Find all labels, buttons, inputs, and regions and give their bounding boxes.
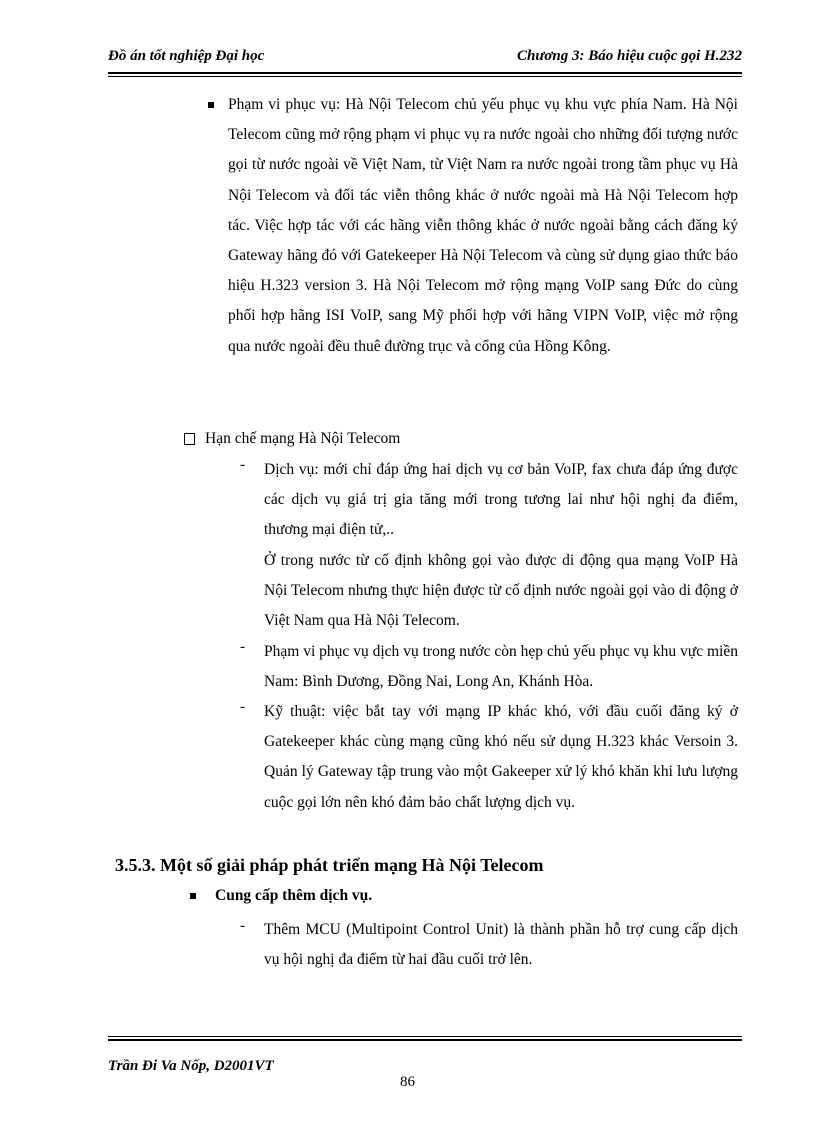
header-rule-thin xyxy=(108,76,742,77)
mcu-item: Thêm MCU (Multipoint Control Unit) là thành phần hỗ trợ cung cấp dịch vụ hội nghị đa điểm từ hai đầu cuối trở lên. xyxy=(264,921,738,969)
box-bullet-icon xyxy=(184,433,195,445)
header-right: Chương 3: Báo hiệu cuộc gọi H.232 xyxy=(517,48,742,64)
limit-tech: Kỹ thuật: việc bắt tay với mạng IP khác khó, với đầu cuối đăng ký ở Gatekeeper khác cùng mạng cũng khó nếu sử dụng H.323 khác Versoin 3. Quản lý Gateway tập trung vào một Gakeeper xử lý khó khăn khi lưu lượng cuộc gọi lớn nên khó đảm bảo chất lượng dịch vụ. xyxy=(264,703,738,811)
dash-bullet-icon: - xyxy=(240,456,246,473)
section-heading: 3.5.3. Một số giải pháp phát triển mạng Hà Nội Telecom xyxy=(115,855,544,875)
footer-rule-thick xyxy=(108,1039,742,1041)
footer-author: Trần Đi Va Nốp, D2001VT xyxy=(108,1058,274,1074)
scope-paragraph: Phạm vi phục vụ: Hà Nội Telecom chủ yếu phục vụ khu vực phía Nam. Hà Nội Telecom cũng mở rộng phạm vi phục vụ ra nước ngoài cho những đối tượng nước gọi từ nước ngoài về Việt Nam, từ Việt Nam ra nước ngoài trong tầm phục vụ Hà Nội Telecom và đối tác viễn thông khác ở nước ngoài mà Hà Nội Telecom hợp tác. Việc hợp tác với các hãng viễn thông khác ở nước ngoài bằng cách đăng ký Gateway hãng đó với Gatekeeper Hà Nội Telecom và cùng sử dụng giao thức báo hiệu H.323 version 3. Hà Nội Telecom mở rộng mạng VoIP sang Đức do cùng phối hợp hãng ISI VoIP, sang Mỹ phối hợp với hãng VIPN VoIP, việc mở rộng qua nước ngoài đều thuê đường trục và cổng của Hồng Kông. xyxy=(228,96,738,355)
dash-bullet-icon: - xyxy=(240,917,246,934)
square-bullet-icon xyxy=(208,102,214,108)
footer-rule-thin xyxy=(108,1036,742,1037)
header-rule-thick xyxy=(108,72,742,74)
limits-title: Hạn chế mạng Hà Nội Telecom xyxy=(205,430,401,447)
header-left: Đồ án tốt nghiệp Đại học xyxy=(108,48,265,64)
dash-bullet-icon: - xyxy=(240,638,246,655)
page-number: 86 xyxy=(400,1074,415,1090)
sub-heading: Cung cấp thêm dịch vụ. xyxy=(215,887,373,904)
limit-service: Dịch vụ: mới chỉ đáp ứng hai dịch vụ cơ bản VoIP, fax chưa đáp ứng được các dịch vụ giá trị gia tăng mới trong tương lai như hội nghị đa điểm, thương mại điện tử,.. xyxy=(264,461,738,539)
limit-domestic: Ở trong nước từ cố định không gọi vào được di động qua mạng VoIP Hà Nội Telecom nhưng thực hiện được từ cố định nước ngoài gọi vào di động ở Việt Nam qua Hà Nội Telecom. xyxy=(264,552,738,630)
dash-bullet-icon: - xyxy=(240,698,246,715)
limit-scope: Phạm vi phục vụ dịch vụ trong nước còn hẹp chủ yếu phục vụ khu vực miền Nam: Bình Dương, Đồng Nai, Long An, Khánh Hòa. xyxy=(264,643,738,691)
square-bullet-icon xyxy=(190,893,196,899)
